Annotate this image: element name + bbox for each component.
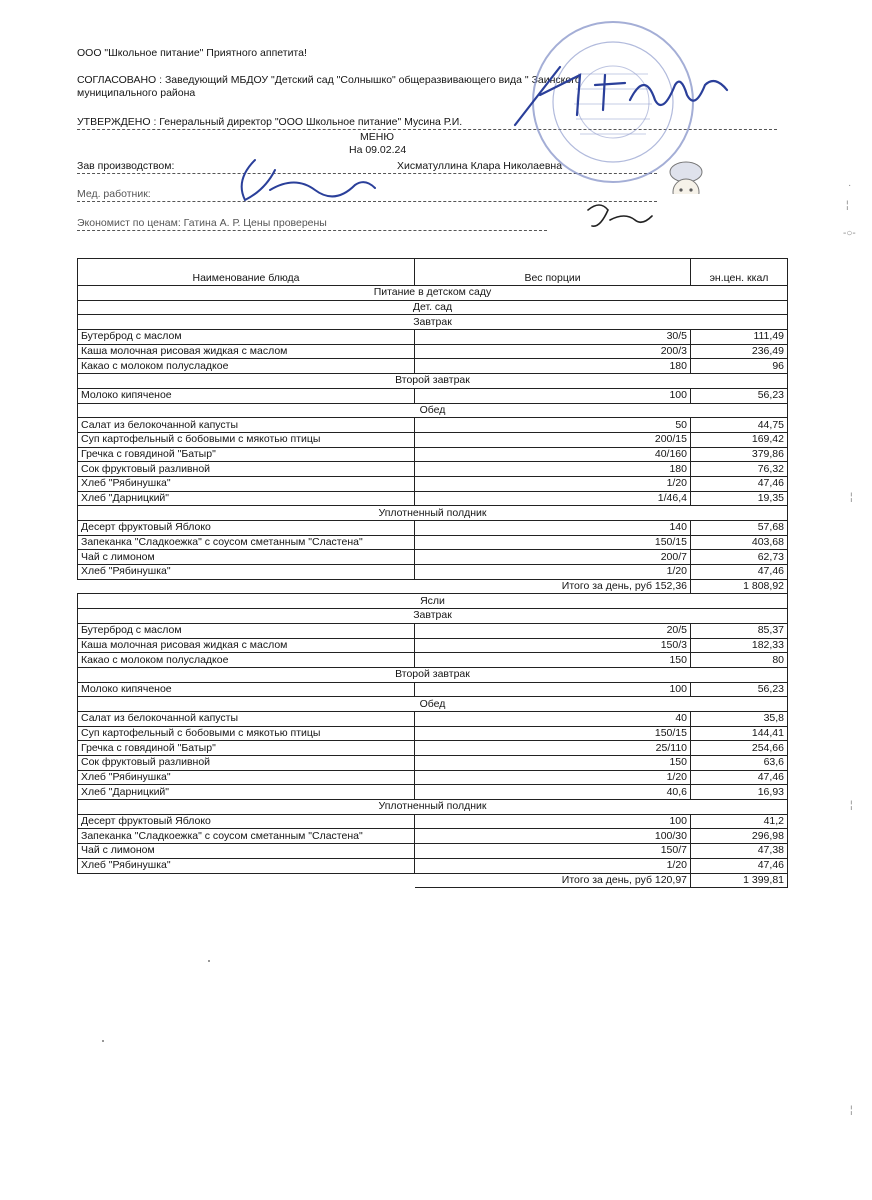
weight-cell: 200/15 [415,432,691,447]
weight-cell: 40 [415,711,691,726]
weight-cell: 100/30 [415,829,691,844]
section-row [78,374,788,389]
margin-mark: ¦ [850,1105,853,1116]
production-signature [225,150,385,210]
kcal-cell: 379,86 [691,447,788,462]
kcal-cell: 63,6 [691,756,788,771]
dish-name-cell: Сок фруктовый разливной [78,756,415,771]
section-row [78,315,788,330]
economist-line: Экономист по ценам: Гатина А. Р. Цены проверены [77,217,327,229]
dish-name-cell: Десерт фруктовый Яблоко [78,814,415,829]
dish-name-cell: Десерт фруктовый Яблоко [78,521,415,536]
kcal-cell: 85,37 [691,623,788,638]
approved-line: УТВЕРЖДЕНО : Генеральный директор "ООО Школьное питание" Мусина Р.И. [77,116,463,128]
kcal-cell: 16,93 [691,785,788,800]
dish-name-cell: Запеканка "Сладкоежка" с соусом сметанным "Сластена" [78,829,415,844]
section-label: Второй завтрак [78,667,788,682]
director-signature [505,55,745,135]
total-kcal: 1 808,92 [691,579,788,594]
dish-name-cell: Какао с молоком полусладкое [78,653,415,668]
agreed-line: СОГЛАСОВАНО : Заведующий МБДОУ "Детский сад "Солнышко" общеразвивающего вида " Заинского [77,74,581,86]
kcal-cell: 169,42 [691,432,788,447]
dish-name-cell: Салат из белокочанной капусты [78,418,415,433]
section-row [78,609,788,624]
weight-cell: 180 [415,462,691,477]
total-kcal: 1 399,81 [691,873,788,888]
section-label: Завтрак [78,609,788,624]
table-header-row [78,259,788,286]
weight-cell: 150/15 [415,535,691,550]
dish-name-cell: Каша молочная рисовая жидкая с маслом [78,344,415,359]
kcal-cell: 35,8 [691,711,788,726]
table-row [78,829,788,844]
table-row [78,638,788,653]
kcal-cell: 47,46 [691,565,788,580]
kcal-cell: 254,66 [691,741,788,756]
weight-cell: 180 [415,359,691,374]
kcal-cell: 47,46 [691,858,788,873]
section-row [78,300,788,315]
section-row [78,667,788,682]
table-row [78,623,788,638]
section-label: Уплотненный полдник [78,506,788,521]
table-row [78,388,788,403]
kcal-cell: 62,73 [691,550,788,565]
weight-cell: 150/15 [415,726,691,741]
dish-name-cell: Хлеб "Дарницкий" [78,785,415,800]
kcal-cell: 56,23 [691,682,788,697]
weight-cell: 100 [415,388,691,403]
margin-mark: -○- [843,228,856,239]
section-label: Ясли [78,594,788,609]
margin-mark: ¦ [850,492,853,503]
table-row [78,447,788,462]
kcal-cell: 80 [691,653,788,668]
total-row [78,873,788,888]
table-row [78,432,788,447]
section-label: Уплотненный полдник [78,800,788,815]
kcal-cell: 144,41 [691,726,788,741]
dish-name-cell: Сок фруктовый разливной [78,462,415,477]
total-label: Итого за день, руб 152,36 [415,579,691,594]
scan-dot [102,1040,104,1042]
economist-signature [580,198,660,238]
scan-dot [208,960,210,962]
economist-underline [77,230,547,231]
weight-cell: 50 [415,418,691,433]
weight-cell: 200/3 [415,344,691,359]
weight-cell: 30/5 [415,330,691,345]
weight-cell: 140 [415,521,691,536]
dish-name-cell: Молоко кипяченое [78,682,415,697]
menu-table [77,258,788,888]
weight-cell: 150 [415,756,691,771]
section-label: Обед [78,697,788,712]
table-row [78,653,788,668]
section-label: Питание в детском саду [78,286,788,301]
table-row [78,770,788,785]
section-label: Обед [78,403,788,418]
kcal-cell: 19,35 [691,491,788,506]
margin-mark: · [848,180,852,191]
section-row [78,286,788,301]
kcal-cell: 56,23 [691,388,788,403]
section-row [78,594,788,609]
table-row [78,785,788,800]
menu-title: МЕНЮ [360,131,394,143]
section-label: Второй завтрак [78,374,788,389]
table-row [78,565,788,580]
dish-name-cell: Хлеб "Рябинушка" [78,858,415,873]
kcal-cell: 296,98 [691,829,788,844]
weight-cell: 40,6 [415,785,691,800]
table-row [78,844,788,859]
section-label: Завтрак [78,315,788,330]
dish-name-cell: Каша молочная рисовая жидкая с маслом [78,638,415,653]
weight-cell: 1/20 [415,476,691,491]
dish-name-cell: Гречка с говядиной "Батыр" [78,447,415,462]
section-label: Дет. сад [78,300,788,315]
kcal-cell: 44,75 [691,418,788,433]
weight-cell: 20/5 [415,623,691,638]
dish-name-cell: Хлеб "Рябинушка" [78,770,415,785]
kcal-cell: 96 [691,359,788,374]
table-row [78,550,788,565]
dish-name-cell: Суп картофельный с бобовыми с мякотью птицы [78,726,415,741]
dish-name-cell: Салат из белокочанной капусты [78,711,415,726]
weight-cell: 150 [415,653,691,668]
total-blank-cell [78,873,415,888]
weight-cell: 1/20 [415,858,691,873]
margin-mark: ¦ [846,200,849,211]
table-row [78,521,788,536]
weight-cell: 100 [415,814,691,829]
weight-cell: 1/46,4 [415,491,691,506]
agreed-line-continued: муниципального района [77,87,196,99]
column-header-weight: Вес порции [415,259,691,286]
kcal-cell: 47,46 [691,476,788,491]
section-row [78,697,788,712]
table-row [78,535,788,550]
section-row [78,800,788,815]
weight-cell: 1/20 [415,770,691,785]
column-header-dish: Наименование блюда [78,259,415,286]
table-row [78,476,788,491]
dish-name-cell: Суп картофельный с бобовыми с мякотью птицы [78,432,415,447]
dish-name-cell: Какао с молоком полусладкое [78,359,415,374]
table-row [78,344,788,359]
dish-name-cell: Хлеб "Дарницкий" [78,491,415,506]
weight-cell: 1/20 [415,565,691,580]
table-row [78,814,788,829]
production-name: Хисматуллина Клара Николаевна [397,160,563,172]
table-row [78,359,788,374]
kcal-cell: 47,38 [691,844,788,859]
table-row [78,741,788,756]
table-row [78,462,788,477]
kcal-cell: 57,68 [691,521,788,536]
weight-cell: 100 [415,682,691,697]
total-label: Итого за день, руб 120,97 [415,873,691,888]
dish-name-cell: Запеканка "Сладкоежка" с соусом сметанным "Сластена" [78,535,415,550]
company-line: ООО "Школьное питание" Приятного аппетита! [77,47,307,59]
table-row [78,756,788,771]
kcal-cell: 41,2 [691,814,788,829]
table-row [78,491,788,506]
section-row [78,403,788,418]
medic-label: Мед. работник: [77,188,151,200]
kcal-cell: 236,49 [691,344,788,359]
kcal-cell: 47,46 [691,770,788,785]
weight-cell: 25/110 [415,741,691,756]
table-row [78,711,788,726]
dish-name-cell: Хлеб "Рябинушка" [78,476,415,491]
weight-cell: 150/7 [415,844,691,859]
table-row [78,330,788,345]
weight-cell: 150/3 [415,638,691,653]
dish-name-cell: Молоко кипяченое [78,388,415,403]
kcal-cell: 76,32 [691,462,788,477]
kcal-cell: 111,49 [691,330,788,345]
weight-cell: 40/160 [415,447,691,462]
kcal-cell: 182,33 [691,638,788,653]
kcal-cell: 403,68 [691,535,788,550]
dish-name-cell: Чай с лимоном [78,550,415,565]
table-row [78,418,788,433]
margin-mark: ¦ [850,800,853,811]
total-row [78,579,788,594]
table-row [78,682,788,697]
dish-name-cell: Бутерброд с маслом [78,330,415,345]
production-label: Зав производством: [77,160,175,172]
weight-cell: 200/7 [415,550,691,565]
table-row [78,726,788,741]
menu-date: На 09.02.24 [349,144,407,156]
section-row [78,506,788,521]
dish-name-cell: Гречка с говядиной "Батыр" [78,741,415,756]
column-header-kcal: эн.цен. ккал [691,259,788,286]
table-row [78,858,788,873]
dish-name-cell: Хлеб "Рябинушка" [78,565,415,580]
total-blank-cell [78,579,415,594]
dish-name-cell: Бутерброд с маслом [78,623,415,638]
dish-name-cell: Чай с лимоном [78,844,415,859]
